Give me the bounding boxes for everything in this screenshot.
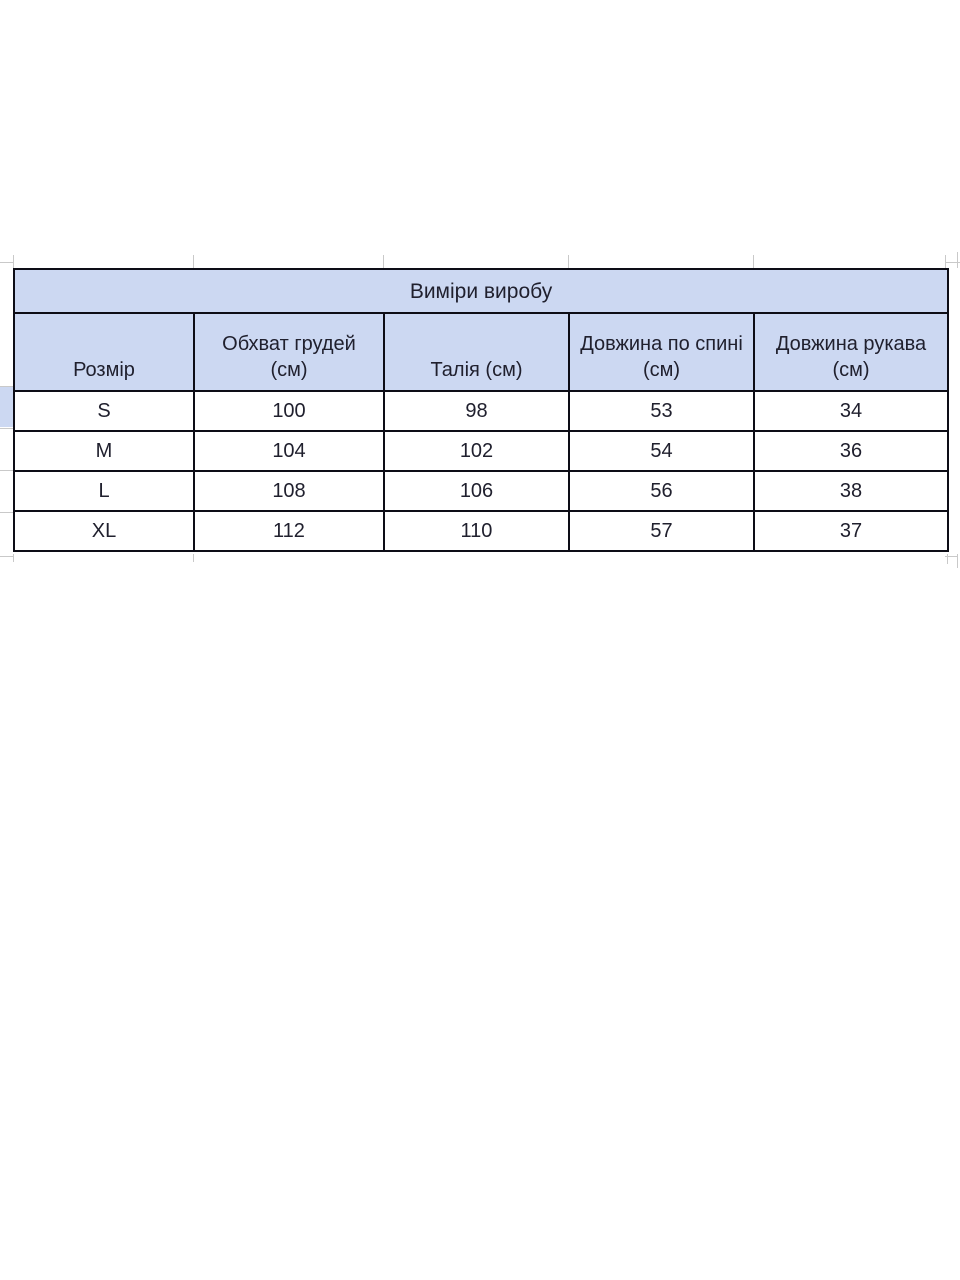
table-header-row xyxy=(14,313,948,391)
chest-cell: 100 xyxy=(194,391,384,431)
gridline-tick xyxy=(568,255,569,268)
table-row-m xyxy=(14,431,948,471)
size-chart-table xyxy=(13,268,949,552)
sleeve-length-cell: 36 xyxy=(754,431,948,471)
gridline-tick xyxy=(0,556,13,557)
gridline-tick xyxy=(0,512,13,513)
gridline-tick xyxy=(945,262,960,263)
column-header-size: Розмір xyxy=(14,313,194,391)
gridline-tick xyxy=(947,554,948,564)
back-length-cell: 57 xyxy=(569,511,754,551)
chest-cell: 104 xyxy=(194,431,384,471)
back-length-cell: 54 xyxy=(569,431,754,471)
column-header-back-length: Довжина по спині (см) xyxy=(569,313,754,391)
sleeve-length-cell: 37 xyxy=(754,511,948,551)
waist-cell: 102 xyxy=(384,431,569,471)
gridline-tick xyxy=(193,554,194,562)
sleeve-length-cell: 34 xyxy=(754,391,948,431)
gridline-tick xyxy=(13,554,14,562)
back-length-cell: 53 xyxy=(569,391,754,431)
column-header-waist: Талія (см) xyxy=(384,313,569,391)
gridline-tick xyxy=(13,255,14,268)
table-row-xl xyxy=(14,511,948,551)
gridline-tick xyxy=(0,262,13,263)
back-length-cell: 56 xyxy=(569,471,754,511)
size-cell: M xyxy=(14,431,194,471)
gridline-tick xyxy=(383,255,384,268)
table-row-l xyxy=(14,471,948,511)
sleeve-length-cell: 38 xyxy=(754,471,948,511)
column-header-chest: Обхват грудей (см) xyxy=(194,313,384,391)
waist-cell: 110 xyxy=(384,511,569,551)
column-header-sleeve-length: Довжина рукава (см) xyxy=(754,313,948,391)
gridline-tick xyxy=(753,255,754,268)
table-title-row xyxy=(14,269,948,313)
size-cell: XL xyxy=(14,511,194,551)
chest-cell: 112 xyxy=(194,511,384,551)
gridline-tick xyxy=(193,255,194,268)
chest-cell: 108 xyxy=(194,471,384,511)
waist-cell: 98 xyxy=(384,391,569,431)
row-s-left-highlight xyxy=(0,387,13,427)
gridline-tick xyxy=(0,470,13,471)
size-cell: L xyxy=(14,471,194,511)
table-row-s xyxy=(14,391,948,431)
gridline-tick xyxy=(0,428,13,429)
size-cell: S xyxy=(14,391,194,431)
gridline-tick xyxy=(957,554,958,568)
table-title: Виміри виробу xyxy=(14,269,948,313)
gridline-tick xyxy=(957,252,958,268)
waist-cell: 106 xyxy=(384,471,569,511)
